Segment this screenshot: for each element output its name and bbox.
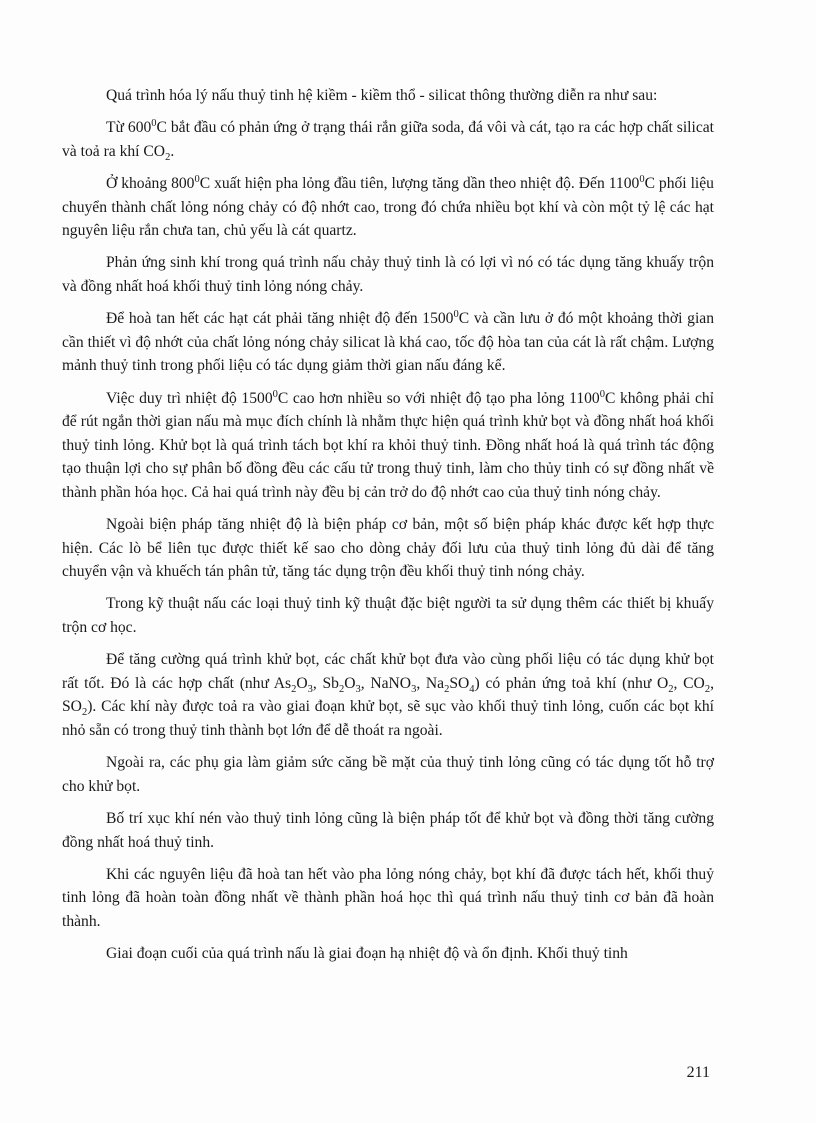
- text-run: O: [344, 674, 356, 692]
- text-run: Ngoài ra, các phụ gia làm giảm sức căng bề mặt của thuỷ tinh lỏng cũng có tác dụng tốt hỗ trợ cho khử bọt.: [62, 754, 714, 795]
- paragraph-p12: [62, 863, 714, 934]
- subscript: 2: [291, 683, 297, 695]
- paragraph-p8: [62, 592, 714, 639]
- superscript: 0: [194, 173, 200, 185]
- text-run: .: [170, 142, 175, 160]
- subscript: 2: [165, 151, 171, 163]
- text-run: SO: [449, 674, 470, 692]
- superscript: 0: [151, 118, 157, 129]
- text-run: Để hoà tan hết các hạt cát phải tăng nhiệt độ đến 1500: [106, 310, 454, 328]
- text-run: C bắt đầu có phản ứng ở trạng thái rắn giữa soda, đá vôi và cát, tạo ra các hợp chất silicat và toả ra khí CO: [62, 119, 714, 160]
- body-text: [62, 84, 714, 974]
- text-run: , CO: [673, 674, 705, 692]
- text-run: Ở khoảng 800: [106, 174, 195, 192]
- superscript: 0: [639, 173, 645, 185]
- text-run: C không phải chỉ để rút ngắn thời gian nấu mà mục đích chính là nhằm thực hiện quá trình khử bọt và đồng nhất hoá khối thuỷ tinh lỏng. Khử bọt là quá trình tách bọt khí ra khỏi thuỷ tinh. Đồng nhất hoá là quá trình tác động tạo thuận lợi cho sự phân bố đồng đều các cấu tử trong thuỷ tinh, làm cho thủy tinh có sự đồng nhất về thành phần hóa học. Cả hai quá trình này đều bị cản trở do độ nhớt cao của thuỷ tinh nóng chảy.: [62, 389, 714, 501]
- text-run: , Na: [416, 674, 445, 692]
- text-run: C phối liệu chuyển thành chất lỏng nóng chảy có độ nhớt cao, trong đó chứa nhiều bọt khí và còn một tỷ lệ các hạt nguyên liệu rắn chưa tan, chủ yếu là cát quartz.: [62, 174, 714, 240]
- paragraph-p9: [62, 648, 714, 742]
- text-run: Khi các nguyên liệu đã hoà tan hết vào pha lỏng nóng chảy, bọt khí đã được tách hết, khối thuỷ tinh lỏng đã hoàn toàn đồng nhất về thành phần hoá học thì quá trình nấu thuỷ tinh cơ bản đã hoàn thành.: [62, 865, 714, 930]
- paragraph-p4: [62, 251, 714, 298]
- text-run: Ngoài biện pháp tăng nhiệt độ là biện pháp cơ bản, một số biện pháp khác được kết hợp thực hiện. Các lò bể liên tục được thiết kế sao cho dòng chảy đối lưu của thuỷ tinh lỏng đủ dài để tăng chuyển vận và khuếch tán phân tử, tăng tác dụng trộn đều khối thuỷ tinh nóng chảy.: [62, 516, 714, 581]
- text-run: ) có phản ứng toả khí (như O: [474, 674, 669, 692]
- superscript: 0: [453, 308, 459, 320]
- text-run: , Sb: [312, 674, 339, 692]
- superscript: 0: [599, 388, 605, 400]
- subscript: 3: [355, 683, 361, 695]
- subscript: 3: [307, 683, 313, 695]
- text-run: O: [296, 674, 308, 692]
- page-number: 211: [686, 1064, 710, 1081]
- paragraph-p7: [62, 513, 714, 584]
- paragraph-p6: [62, 387, 714, 505]
- text-run: Quá trình hóa lý nấu thuỷ tinh hệ kiềm - kiềm thổ - silicat thông thường diễn ra như sau:: [106, 87, 658, 104]
- paragraph-p13: [62, 942, 714, 966]
- subscript: 3: [411, 683, 417, 695]
- paragraph-p10: [62, 751, 714, 798]
- text-run: Trong kỹ thuật nấu các loại thuỷ tinh kỹ thuật đặc biệt người ta sử dụng thêm các thiết bị khuấy trộn cơ học.: [62, 595, 714, 637]
- superscript: 0: [272, 388, 278, 400]
- text-run: Bố trí xục khí nén vào thuỷ tinh lỏng cũng là biện pháp tốt để khử bọt và đồng thời tăng cường đồng nhất hoá thuỷ tinh.: [62, 809, 714, 851]
- text-run: , NaNO: [360, 674, 412, 692]
- paragraph-p3: [62, 172, 714, 243]
- subscript: 2: [81, 707, 88, 719]
- text-run: , SO: [62, 674, 714, 716]
- paragraph-p1: [62, 84, 714, 108]
- subscript: 2: [704, 683, 711, 695]
- text-run: Giai đoạn cuối của quá trình nấu là giai đoạn hạ nhiệt độ và ổn định. Khối thuỷ tinh: [106, 945, 628, 963]
- paragraph-p5: [62, 307, 714, 378]
- subscript: 2: [444, 683, 450, 695]
- text-run: C cao hơn nhiều so với nhiệt độ tạo pha lỏng 1100: [277, 389, 600, 407]
- text-run: Việc duy trì nhiệt độ 1500: [106, 389, 273, 407]
- subscript: 2: [668, 683, 674, 695]
- text-run: C và cần lưu ở đó một khoảng thời gian cần thiết vì độ nhớt của chất lỏng nóng chảy silicat là khá cao, tốc độ hòa tan của cát là rất chậm. Lượng mảnh thuỷ tinh trong phối liệu có tác dụng giảm thời gian nấu đáng kể.: [62, 310, 714, 375]
- text-run: C xuất hiện pha lỏng đầu tiên, lượng tăng dần theo nhiệt độ. Đến 1100: [199, 174, 640, 192]
- text-run: ). Các khí này được toả ra vào giai đoạn khử bọt, sẽ sục vào khối thuỷ tinh lỏng, cuốn các bọt khí nhỏ sẵn có trong thuỷ tinh thành bọt lớn để dễ thoát ra ngoài.: [62, 698, 714, 739]
- subscript: 2: [338, 683, 345, 695]
- text-run: Để tăng cường quá trình khử bọt, các chất khử bọt đưa vào cùng phối liệu có tác dụng khử bọt rất tốt. Đó là các hợp chất (như As: [62, 651, 714, 692]
- paragraph-p2: [62, 116, 714, 163]
- subscript: 4: [469, 683, 475, 695]
- paragraph-p11: [62, 807, 714, 854]
- text-run: Từ 600: [106, 119, 152, 137]
- text-run: Phản ứng sinh khí trong quá trình nấu chảy thuỷ tinh là có lợi vì nó có tác dụng tăng khuấy trộn và đồng nhất hoá khối thuỷ tinh lỏng nóng chảy.: [62, 254, 714, 295]
